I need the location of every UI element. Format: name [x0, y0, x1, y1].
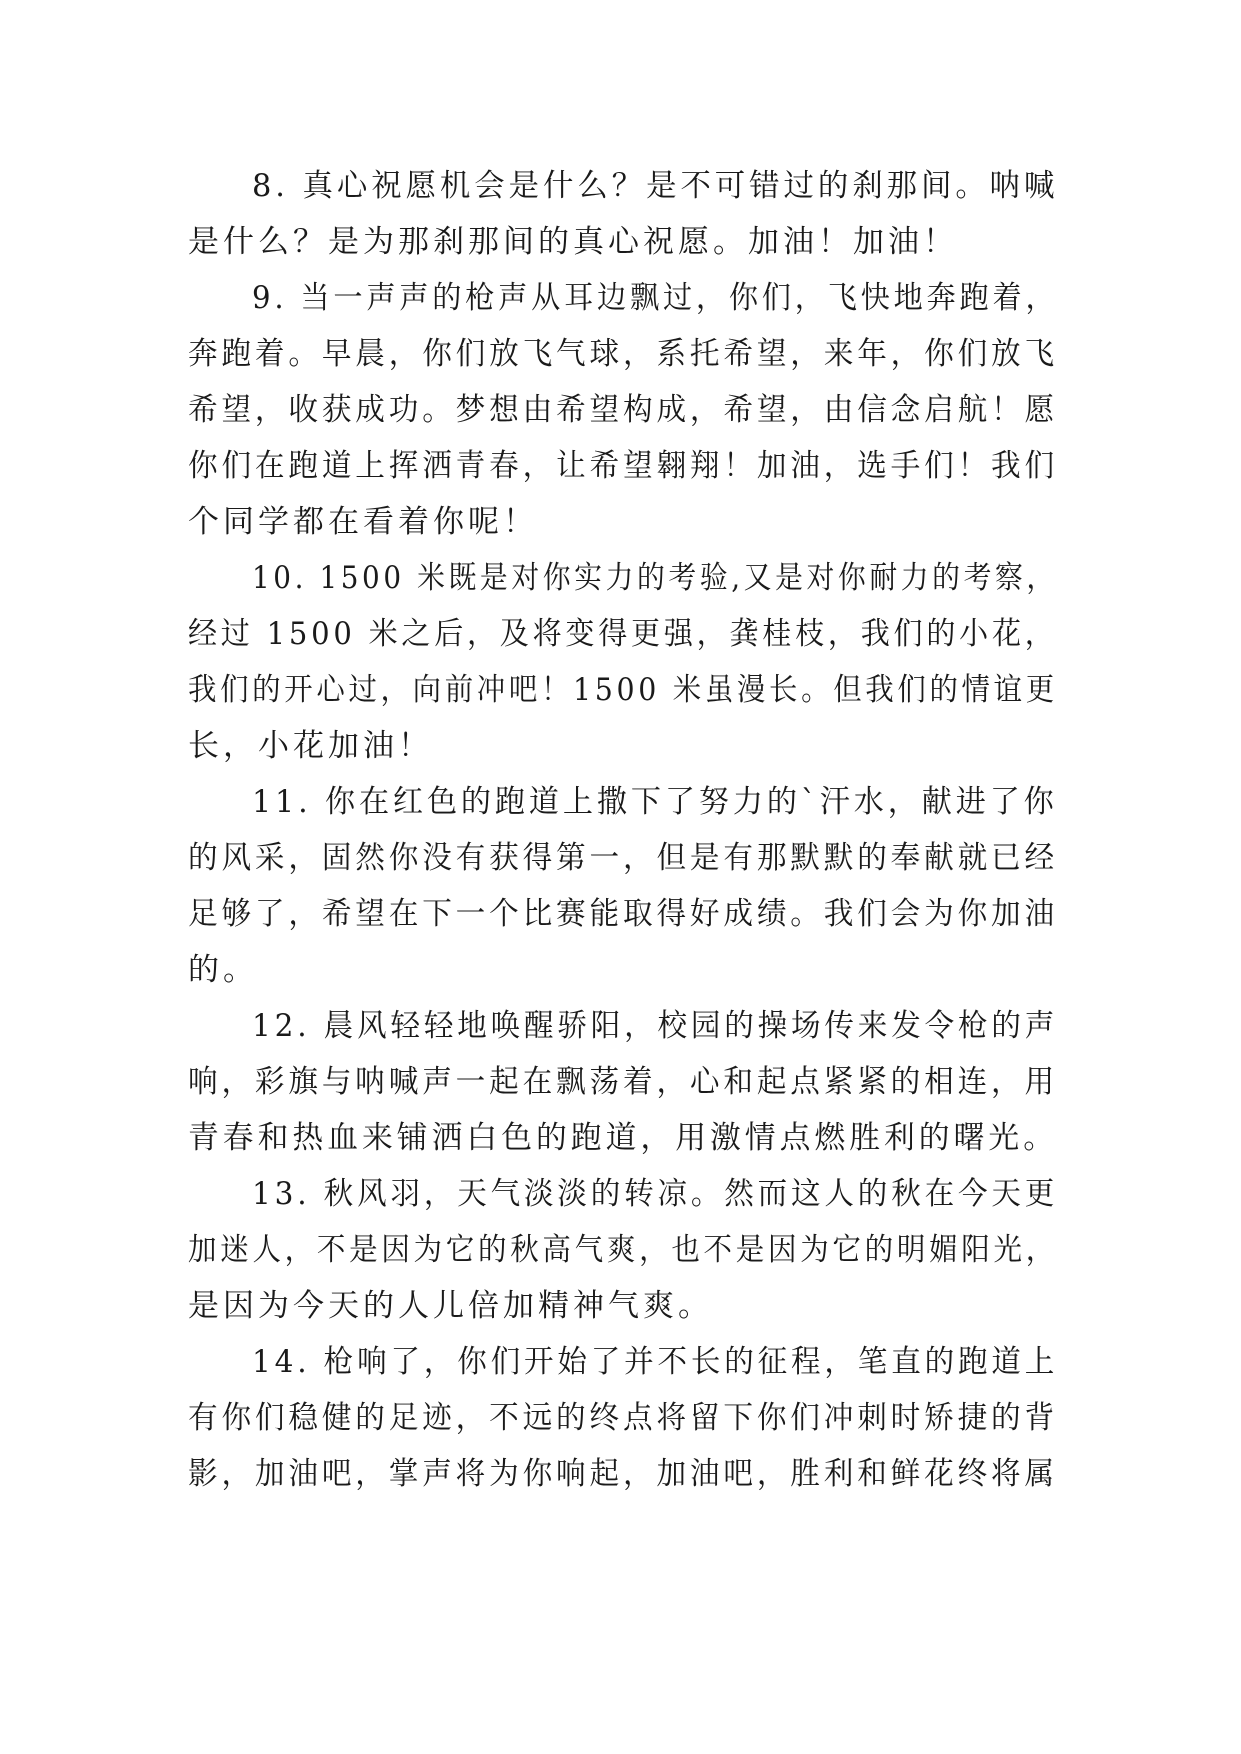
paragraph-10-line-4: 长，小花加油！	[188, 728, 433, 764]
paragraph-10-line-2: 经过 1500 米之后，及将变得更强，龚桂枝，我们的小花，	[188, 616, 1058, 652]
paragraph-11-line-3: 足够了，希望在下一个比赛能取得好成绩。我们会为你加油	[188, 896, 1058, 932]
paragraph-9-line-2: 奔跑着。早晨，你们放飞气球，系托希望，来年，你们放飞	[188, 336, 1058, 372]
paragraph-9-line-1: 9. 当一声声的枪声从耳边飘过，你们，飞快地奔跑着，	[252, 280, 1059, 316]
paragraph-14-line-2: 有你们稳健的足迹，不远的终点将留下你们冲刺时矫捷的背	[188, 1400, 1058, 1436]
paragraph-13-line-1: 13. 秋风羽，天气淡淡的转凉。然而这人的秋在今天更	[252, 1176, 1059, 1212]
paragraph-11-line-4: 的。	[188, 952, 258, 988]
paragraph-8-line-1: 8. 真心祝愿机会是什么？是不可错过的刹那间。呐喊	[252, 168, 1059, 204]
paragraph-10-line-1: 10. 1500 米既是对你实力的考验,又是对你耐力的考察，	[252, 560, 1058, 596]
paragraph-13-line-2: 加迷人，不是因为它的秋高气爽，也不是因为它的明媚阳光，	[188, 1232, 1058, 1268]
paragraph-14-line-1: 14. 枪响了，你们开始了并不长的征程，笔直的跑道上	[252, 1344, 1059, 1380]
paragraph-11-line-1: 11. 你在红色的跑道上撒下了努力的`汗水，献进了你	[252, 784, 1058, 820]
paragraph-8-line-2: 是什么？是为那刹那间的真心祝愿。加油！加油！	[188, 224, 958, 260]
paragraph-12-line-3: 青春和热血来铺洒白色的跑道，用激情点燃胜利的曙光。	[188, 1120, 1059, 1156]
paragraph-9-line-4: 你们在跑道上挥洒青春，让希望翱翔！加油，选手们！我们	[188, 448, 1058, 484]
paragraph-13-line-3: 是因为今天的人儿倍加精神气爽。	[188, 1288, 713, 1324]
paragraph-11-line-2: 的风采，固然你没有获得第一，但是有那默默的奉献就已经	[188, 840, 1058, 876]
paragraph-12-line-2: 响，彩旗与呐喊声一起在飘荡着，心和起点紧紧的相连，用	[188, 1064, 1058, 1100]
paragraph-9-line-5: 个同学都在看着你呢！	[188, 504, 538, 540]
paragraph-9-line-3: 希望，收获成功。梦想由希望构成，希望，由信念启航！愿	[188, 392, 1058, 428]
paragraph-14-line-3: 影，加油吧，掌声将为你响起，加油吧，胜利和鲜花终将属	[188, 1456, 1058, 1492]
paragraph-12-line-1: 12. 晨风轻轻地唤醒骄阳，校园的操场传来发令枪的声	[252, 1008, 1059, 1044]
paragraph-10-line-3: 我们的开心过，向前冲吧！1500 米虽漫长。但我们的情谊更	[188, 672, 1058, 708]
